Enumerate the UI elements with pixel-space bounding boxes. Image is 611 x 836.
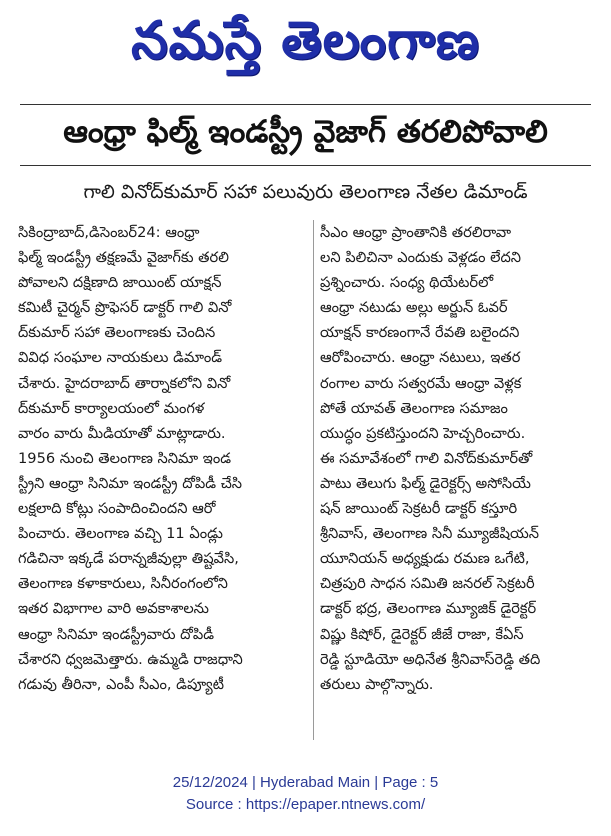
article-text-line: ఆంధ్రా సినిమా ఇండస్ట్రీవారు దోపిడీ [18, 625, 215, 643]
article-text-line: తెలంగాణ కళాకారులు, సినీరంగంలోని [18, 575, 228, 593]
article-text-line: యాక్షన్ కారణంగానే రేవతి బలైందని [320, 324, 520, 342]
article-text-line: చిత్రపురి సాధన సమితి జనరల్ సెక్రటరీ [320, 575, 535, 593]
article-text-line: కమిటీ చైర్మన్ ప్రొఫెసర్ డాక్టర్ గాలి వినో [18, 299, 232, 317]
article-text-line: ఈ సమావేశంలో గాలి వినోద్‌కుమార్‌తో [320, 449, 533, 467]
article-text-line: ఆరోపించారు. ఆంధ్రా నటులు, ఇతర [320, 349, 521, 367]
article-text-line: గడిచినా ఇక్కడే పరాన్నజీవుల్లా తిష్టవేసి, [18, 550, 239, 568]
edition-info: 25/12/2024 | Hyderabad Main | Page : 5 [172, 774, 439, 791]
article-text-line: ఇతర విభాగాల వారి అవకాశాలను [18, 600, 209, 618]
article-text-line: చేశారని ధ్వజమెత్తారు. ఉమ్మడి రాజధాని [18, 650, 243, 668]
article-text-line: పాటు తెలుగు ఫిల్మ్ డైరెక్టర్స్ అసోసియే [320, 474, 531, 492]
article-text-line: స్ట్రీని ఆంధ్రా సినిమా ఇండస్ట్రీ దోపిడీ చేసి [18, 474, 243, 492]
article-subheadline: గాలి వినోద్‌కుమార్ సహా పలువురు తెలంగాణ నేతల డిమాండ్ [83, 181, 528, 203]
article-text-line: ద్‌కుమార్ సహా తెలంగాణకు చెందిన [18, 324, 216, 342]
article-text-line: లని పిలిచినా ఎందుకు వెళ్లడం లేదని [320, 249, 522, 267]
article-text-line: యూనియన్ అధ్యక్షుడు రమణ ఒగేటి, [320, 550, 530, 568]
article-text-line: శ్రీనివాస్, తెలంగాణ సినీ మ్యూజీషియన్ [320, 525, 539, 543]
source-credit: Source : https://epaper.ntnews.com/ [185, 796, 426, 813]
article-text-line: ఫిల్మ్ ఇండస్ట్రీ తక్షణమే వైజాగ్‌కు తరలి [18, 249, 229, 267]
article-text-line: 1956 నుంచి తెలంగాణ సినిమా ఇండ [18, 449, 232, 467]
article-text-line: తరులు పాల్గొన్నారు. [320, 675, 434, 693]
top-divider [20, 104, 591, 105]
article-text-line: విష్ణు కిషోర్, డైరెక్టర్ జీజే రాజా, కేఏస్ [320, 625, 524, 643]
article-text-line: సికింద్రాబాద్,డిసెంబర్24: ఆంధ్రా [18, 224, 200, 241]
article-headline: ఆంధ్రా ఫిల్మ్ ఇండస్ట్రీ వైజాగ్ తరలిపోవాలి [63, 114, 548, 150]
article-text-line: యుద్ధం ప్రకటిస్తుందని హెచ్చరించారు. [320, 424, 526, 442]
newspaper-masthead [0, 0, 611, 86]
article-text-line: ప్రశ్నించారు. సంధ్య థియేటర్‌లో [320, 274, 494, 292]
article-text-line: పోతే యావత్ తెలంగాణ సమాజం [320, 399, 508, 417]
article-text-line: ద్‌కుమార్ కార్యాలయంలో మంగళ [18, 399, 205, 417]
article-text-line: వివిధ సంఘాల నాయకులు డిమాండ్ [18, 349, 223, 367]
article-text-line: గడువు తీరినా, ఎంపీ సీఎం, డిప్యూటీ [18, 675, 225, 693]
article-text-line: రంగాల వారు సత్వరమే ఆంధ్రా వెళ్లక [320, 374, 522, 392]
article-text-line: వారం వారు మీడియాతో మాట్లాడారు. [18, 424, 226, 442]
article-column-right [320, 220, 605, 697]
article-text-line: రెడ్డి స్టూడియో అధినేత శ్రీనివాస్‌రెడ్డి తది [320, 650, 541, 668]
article-text-line: పించారు. తెలంగాణ వచ్చి 11 ఏండ్లు [18, 525, 223, 543]
column-divider [313, 220, 314, 740]
article-text-line: షన్ జాయింట్ సెక్రటరీ డాక్టర్ కస్తూరి [320, 500, 518, 518]
article-column-left [18, 220, 306, 697]
article-text-line: చేశారు. హైదరాబాద్ తార్నాకలోని వినో [18, 374, 231, 392]
article-text-line: ఆంధ్రా నటుడు అల్లు అర్జున్ ఓవర్ [320, 299, 508, 317]
masthead-logo-text: నమస్తే తెలంగాణ [131, 11, 480, 71]
article-text-line: పోవాలని దక్షిణాది జాయింట్ యాక్షన్ [18, 274, 222, 292]
article-text-line: సీఎం ఆంధ్రా ప్రాంతానికి తరలిరావా [320, 224, 512, 241]
article-text-line: లక్షలాది కోట్లు సంపాదించిందని ఆరో [18, 500, 216, 518]
headline-divider [20, 165, 591, 166]
article-text-line: డాక్టర్ భద్ర, తెలంగాణ మ్యూజిక్ డైరెక్టర్ [320, 600, 537, 618]
